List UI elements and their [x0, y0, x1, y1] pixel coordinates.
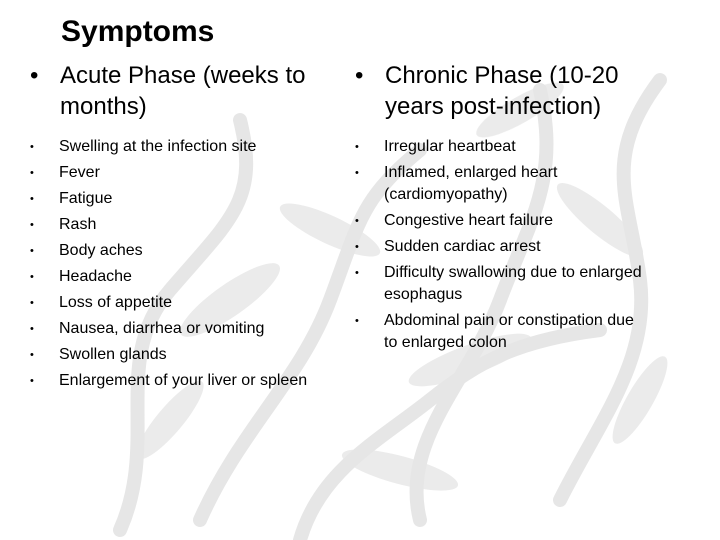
list-item-text: Nausea, diarrhea or vomiting — [59, 320, 265, 337]
list-item-text: Inflamed, enlarged heart (cardiomyopathy) — [384, 164, 558, 203]
list-item-text: Swelling at the infection site — [59, 138, 257, 155]
slide-title: Symptoms — [61, 15, 215, 48]
bullet-icon: • — [30, 375, 34, 387]
list-item — [30, 240, 330, 262]
chronic-phase-heading-text: Chronic Phase (10-20 years post-infection) — [385, 62, 619, 120]
list-item-text: Congestive heart failure — [384, 212, 553, 229]
acute-phase-heading-text: Acute Phase (weeks to months) — [60, 62, 306, 120]
bullet-icon: • — [30, 219, 34, 231]
bullet-icon: • — [355, 215, 359, 227]
list-item — [30, 266, 330, 288]
bullet-icon: • — [30, 141, 34, 153]
list-item-text: Swollen glands — [59, 346, 167, 363]
list-item — [355, 310, 645, 354]
list-item — [30, 318, 330, 340]
bullet-icon: • — [30, 167, 34, 179]
bullet-icon: • — [30, 349, 34, 361]
bullet-icon: • — [355, 315, 359, 327]
list-item — [30, 344, 330, 366]
bullet-icon: • — [30, 271, 34, 283]
list-item — [355, 262, 645, 306]
list-item-text: Body aches — [59, 242, 143, 259]
chronic-symptom-list — [355, 136, 645, 354]
list-item-text: Fatigue — [59, 190, 113, 207]
list-item-text: Abdominal pain or constipation due to enlarged colon — [384, 312, 634, 351]
list-item — [30, 188, 330, 210]
list-item — [355, 162, 645, 206]
list-item-text: Sudden cardiac arrest — [384, 238, 541, 255]
list-item-text: Headache — [59, 268, 132, 285]
acute-phase-heading — [30, 60, 330, 122]
list-item-text: Loss of appetite — [59, 294, 172, 311]
list-item-text: Fever — [59, 164, 100, 181]
bullet-icon: • — [30, 297, 34, 309]
list-item — [355, 136, 645, 158]
list-item — [30, 370, 330, 392]
bullet-icon: • — [30, 245, 34, 257]
chronic-phase-heading — [355, 60, 645, 122]
bullet-icon: • — [355, 62, 364, 89]
acute-phase-column — [30, 60, 330, 396]
list-item — [30, 292, 330, 314]
list-item — [30, 136, 330, 158]
bullet-icon: • — [355, 141, 359, 153]
bullet-icon: • — [355, 167, 359, 179]
bullet-icon: • — [30, 62, 39, 89]
bullet-icon: • — [30, 193, 34, 205]
bullet-icon: • — [30, 323, 34, 335]
list-item-text: Irregular heartbeat — [384, 138, 516, 155]
bullet-icon: • — [355, 241, 359, 253]
list-item — [355, 210, 645, 232]
list-item — [30, 162, 330, 184]
list-item — [30, 214, 330, 236]
list-item-text: Difficulty swallowing due to enlarged esophagus — [384, 264, 642, 303]
list-item-text: Enlargement of your liver or spleen — [59, 372, 308, 389]
chronic-phase-column — [355, 60, 645, 358]
bullet-icon: • — [355, 267, 359, 279]
list-item — [355, 236, 645, 258]
list-item-text: Rash — [59, 216, 97, 233]
acute-symptom-list — [30, 136, 330, 392]
